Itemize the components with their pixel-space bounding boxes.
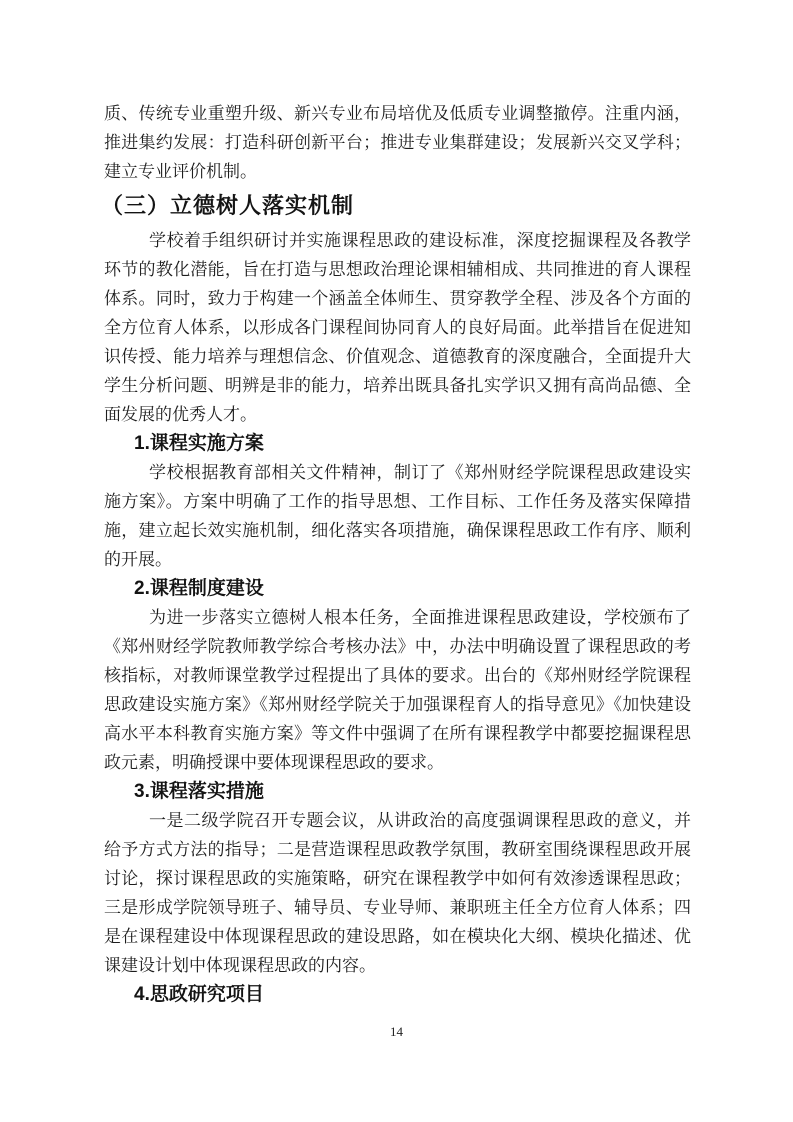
section-heading: （三）立德树人落实机制 <box>101 193 355 218</box>
page-number: 14 <box>390 1024 403 1039</box>
subsection-heading-1: 1.课程实施方案 <box>134 433 264 454</box>
subsection-heading-2: 2.课程制度建设 <box>134 578 264 599</box>
page-footer <box>0 1024 793 1040</box>
subsection-paragraph-1: 学校根据教育部相关文件精神，制订了《郑州财经学院课程思政建设实施方案》。方案中明确了工作的指导思想、工作目标、工作任务及落实保障措施，建立起长效实施机制，细化落实各项措施，确保课程思政工作有序、顺利的开展。 <box>104 463 691 569</box>
subsection-heading-4: 4.思政研究项目 <box>134 984 264 1005</box>
page-body-text <box>101 99 691 1009</box>
subsection-paragraph-3: 一是二级学院召开专题会议，从讲政治的高度强调课程思政的意义，并给予方式方法的指导；二是营造课程思政教学氛围，教研室围绕课程思政开展讨论，探讨课程思政的实施策略，研究在课程教学中如何有效渗透课程思政；三是形成学院领导班子、辅导员、专业导师、兼职班主任全方位育人体系；四是在课程建设中体现课程思政的建设思路，如在模块化大纲、模块化描述、优课建设计划中体现课程思政的内容。 <box>104 811 691 975</box>
paragraph-continued-from-previous-page: 质、传统专业重塑升级、新兴专业布局培优及低质专业调整撤停。注重内涵，推进集约发展：打造科研创新平台；推进专业集群建设；发展新兴交叉学科；建立专业评价机制。 <box>104 104 691 181</box>
subsection-heading-3: 3.课程落实措施 <box>134 781 264 802</box>
subsection-paragraph-2: 为进一步落实立德树人根本任务，全面推进课程思政建设，学校颁布了《郑州财经学院教师教学综合考核办法》中，办法中明确设置了课程思政的考核指标，对教师课堂教学过程提出了具体的要求。出台的《郑州财经学院课程思政建设实施方案》《郑州财经学院关于加强课程育人的指导意见》《加快建设高水平本科教育实施方案》等文件中强调了在所有课程教学中都要挖掘课程思政元素，明确授课中要体现课程思政的要求。 <box>104 608 691 772</box>
section-intro-paragraph: 学校着手组织研讨并实施课程思政的建设标准，深度挖掘课程及各教学环节的教化潜能，旨在打造与思想政治理论课相辅相成、共同推进的育人课程体系。同时，致力于构建一个涵盖全体师生、贯穿教学全程、涉及各个方面的全方位育人体系，以形成各门课程间协同育人的良好局面。此举措旨在促进知识传授、能力培养与理想信念、价值观念、道德教育的深度融合，全面提升大学生分析问题、明辨是非的能力，培养出既具备扎实学识又拥有高尚品德、全面发展的优秀人才。 <box>104 231 691 424</box>
